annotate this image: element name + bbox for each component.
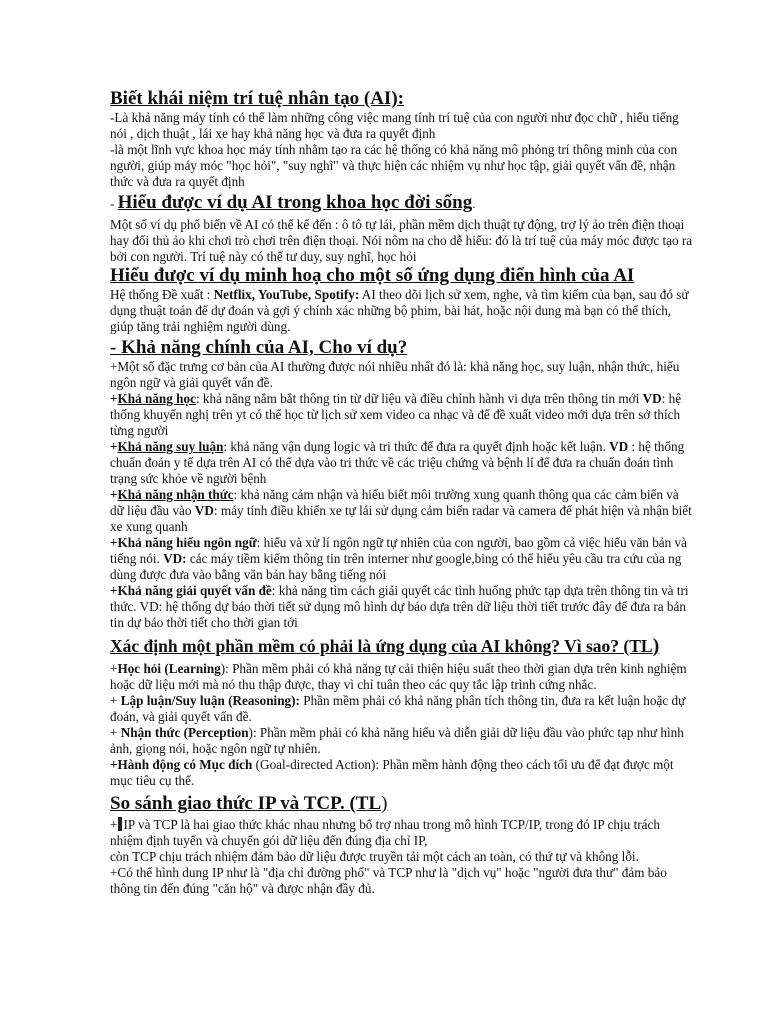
capability-problem-solving-label: +Khả năng giải quyết vấn đề bbox=[110, 583, 272, 598]
heading-ip-vs-tcp-text: So sánh giao thức IP và TCP. (TL bbox=[110, 793, 382, 814]
criterion-reasoning bbox=[110, 693, 694, 725]
criterion-reasoning-text: Phần mềm phải có khả năng phân tích thông tin, đưa ra kết luận hoặc dự đoán, và giải quyết vấn đề. bbox=[110, 693, 686, 724]
paragraph-ip-tcp-1 bbox=[110, 817, 694, 849]
criterion-reasoning-pre: + bbox=[110, 693, 121, 708]
paragraph-recommendation-system bbox=[110, 287, 694, 335]
heading-ai-applications: Hiểu được ví dụ minh hoạ cho một số ứng dụng điển hình của AI bbox=[110, 265, 635, 286]
paragraph-ip-tcp-plus: + bbox=[110, 817, 118, 832]
capability-learning-example: : hệ thống khuyến nghị trên yt có thể học từ lịch sử xem video ca nhạc và để đề xuất video mới dựa trên sở thích từng người bbox=[110, 391, 682, 438]
recommendation-services: Netflix, YouTube, Spotify: bbox=[213, 287, 360, 302]
heading-dash: - bbox=[110, 196, 118, 211]
capability-learning bbox=[110, 391, 694, 439]
criterion-goal-action bbox=[110, 757, 694, 789]
capability-learning-plus: + bbox=[110, 391, 118, 406]
capability-perception-label: Khả năng nhận thức bbox=[117, 487, 234, 502]
capability-reasoning-text: : khả năng vận dụng logic và tri thức để đưa ra quyết định hoặc kết luận. bbox=[223, 439, 610, 454]
capability-problem-solving bbox=[110, 583, 694, 631]
capability-problem-solving-text: : khả năng tìm cách giải quyết các tình huống phức tạp dựa trên thông tin và tri thức. VD: hệ thống dự báo thời tiết sử dụng mô hình dự báo dựa trên dữ liệu thời tiết trước đây để đưa ra bản tin dự báo thời tiết cho thời gian tới bbox=[110, 583, 689, 630]
criterion-learning-label: Học hỏi (Learning bbox=[117, 661, 221, 676]
capability-language-label: +Khả năng hiểu ngôn ngữ bbox=[110, 535, 257, 550]
criterion-goal-action-text: (Goal-directed Action): Phần mềm hành động theo cách tối ưu để đạt được một mục tiêu cụ thể. bbox=[110, 757, 674, 788]
capability-perception-plus: + bbox=[110, 487, 118, 502]
heading-ai-examples bbox=[110, 192, 694, 215]
recommendation-lead: Hệ thống Đề xuất : bbox=[110, 287, 214, 302]
text-cursor bbox=[118, 817, 122, 831]
criterion-perception-text: ): Phần mềm phải có khả năng hiểu và diễn giải dữ liệu đầu vào phức tạp như hình ảnh, giọng nói, hoặc ngôn ngữ tự nhiên. bbox=[110, 725, 684, 756]
heading-is-ai-software-text: Xác định một phần mềm có phải là ứng dụng của AI không? Vì sao? (TL bbox=[110, 636, 653, 656]
heading-is-ai-software bbox=[110, 635, 694, 657]
capability-reasoning-plus: + bbox=[110, 439, 118, 454]
capability-learning-vd: VD bbox=[642, 391, 662, 406]
document-page bbox=[110, 88, 694, 897]
criterion-reasoning-label: Lập luận/Suy luận (Reasoning): bbox=[120, 693, 300, 708]
paragraph-ai-definition-2: -là một lĩnh vực khoa học máy tính nhằm tạo ra các hệ thống có khả năng mô phỏng trí thông minh của con người, giúp máy móc "học hỏi", "suy nghĩ" và thực hiện các nhiệm vụ như học tập, giải quyết vấn đề, nhận thức và đưa ra quyết định bbox=[110, 142, 678, 189]
capability-reasoning bbox=[110, 439, 694, 487]
paragraph-capabilities-intro: +Một số đặc trưng cơ bản của AI thường được nói nhiều nhất đó là: khả năng học, suy luận, nhận thức, hiểu ngôn ngữ và giải quyết vấn đề. bbox=[110, 359, 680, 390]
capability-perception bbox=[110, 487, 694, 535]
capability-reasoning-example: : hệ thống chuẩn đoán y tế dựa trên AI có thể dựa vào tri thức về các triệu chứng và bệnh lí để đưa ra chuẩn đoán tình trạng sức khỏe về người bệnh bbox=[110, 439, 685, 486]
capability-learning-text: : khả năng nắm bắt thông tin từ dữ liệu và điều chỉnh hành vi dựa trên thông tin mới bbox=[195, 391, 643, 406]
heading-ai-capabilities: - Khả năng chính của AI, Cho ví dụ? bbox=[110, 337, 408, 358]
paragraph-ai-definition-1: -Là khả năng máy tính có thể làm những công việc mang tính trí tuệ của con người như đọc chữ , hiểu tiếng nói , dịch thuật , lái xe hay khả năng học và đưa ra quyết định bbox=[110, 110, 679, 141]
paragraph-ip-tcp-3: +Có thể hình dung IP như là "địa chỉ đường phố" và TCP như là "dịch vụ" hoặc "người đưa thư" đảm bảo thông tin đến đúng "căn hộ" và được nhận đầy đủ. bbox=[110, 865, 667, 896]
criterion-learning bbox=[110, 661, 694, 693]
heading-ai-examples-text: Hiểu được ví dụ AI trong khoa học đời sống bbox=[117, 192, 473, 213]
heading-dot: . bbox=[472, 196, 476, 211]
capability-language-example: các máy tiềm kiếm thông tin trên interner như google,bing có thể hiểu yêu cầu tra cứu của ng dùng được đưa vào bằng văn bản hay bằng tiếng nói bbox=[110, 551, 682, 582]
capability-reasoning-vd: VD bbox=[609, 439, 629, 454]
paragraph-ai-examples: Một số ví dụ phổ biến về AI có thể kể đến : ô tô tự lái, phần mềm dịch thuật tự động, trợ lý ảo trên điện thoại hay đối thủ ảo khi chơi trò chơi trên điện thoại. Nói nôm na cho dễ hiểu: đó là trí tuệ của máy móc được tạo ra bởi con người. Trí tuệ này có thể tư duy, suy nghĩ, học hỏi bbox=[110, 217, 693, 264]
heading-ai-concept: Biết khái niệm trí tuệ nhân tạo (AI): bbox=[110, 88, 404, 109]
paragraph-ip-tcp-2: còn TCP chịu trách nhiệm đảm bảo dữ liệu được truyền tải một cách an toàn, có thứ tự và không lỗi. bbox=[110, 849, 639, 864]
capability-language-text: : hiểu và xử lí ngôn ngữ tự nhiên của con người, bao gồm cả việc hiểu văn bản và tiếng nói. bbox=[110, 535, 687, 566]
heading-ip-vs-tcp bbox=[110, 793, 694, 815]
recommendation-text: AI theo dõi lịch sử xem, nghe, và tìm kiếm của bạn, sau đó sử dụng thuật toán để dự đoán và gợi ý chính xác những bộ phim, bài hát, hoặc nội dung mà bạn có thể thích, giúp tăng trải nghiệm người dùng. bbox=[110, 287, 689, 334]
heading-ip-paren: ) bbox=[381, 793, 388, 814]
criterion-goal-action-label: +Hành động có Mục đích bbox=[110, 757, 253, 772]
criterion-learning-pre: + bbox=[110, 661, 118, 676]
criterion-learning-text: ): Phần mềm phải có khả năng tự cải thiện hiệu suất theo thời gian dựa trên kinh nghiệm hoặc dữ liệu mới mà nó thu thập được, thay vì chỉ tuân theo các quy tắc lập trình cứng nhắc. bbox=[110, 661, 687, 692]
paragraph-ip-tcp-1-text: IP và TCP là hai giao thức khác nhau nhưng bổ trợ nhau trong mô hình TCP/IP, trong đó IP chịu trách nhiệm định tuyến và chuyển gói dữ liệu đến đúng địa chỉ IP, bbox=[110, 817, 660, 848]
heading-paren: ) bbox=[652, 635, 660, 657]
capability-language bbox=[110, 535, 694, 583]
criterion-perception bbox=[110, 725, 694, 757]
capability-perception-text: : khả năng cảm nhận và hiểu biết môi trường xung quanh thông qua các cảm biến và dữ liệu đầu vào bbox=[110, 487, 679, 518]
criterion-perception-label: Nhận thức (Perception bbox=[120, 725, 249, 740]
criterion-perception-pre: + bbox=[110, 725, 121, 740]
capability-perception-vd: VD bbox=[194, 503, 214, 518]
capability-learning-label: Khả năng học bbox=[117, 391, 196, 406]
capability-perception-example: : máy tính điều khiển xe tự lái sử dụng cảm biến radar và camera để phát hiện và nhận biết xe xung quanh bbox=[110, 503, 692, 534]
capability-language-vd: VD: bbox=[163, 551, 187, 566]
capability-reasoning-label: Khả năng suy luận bbox=[117, 439, 224, 454]
